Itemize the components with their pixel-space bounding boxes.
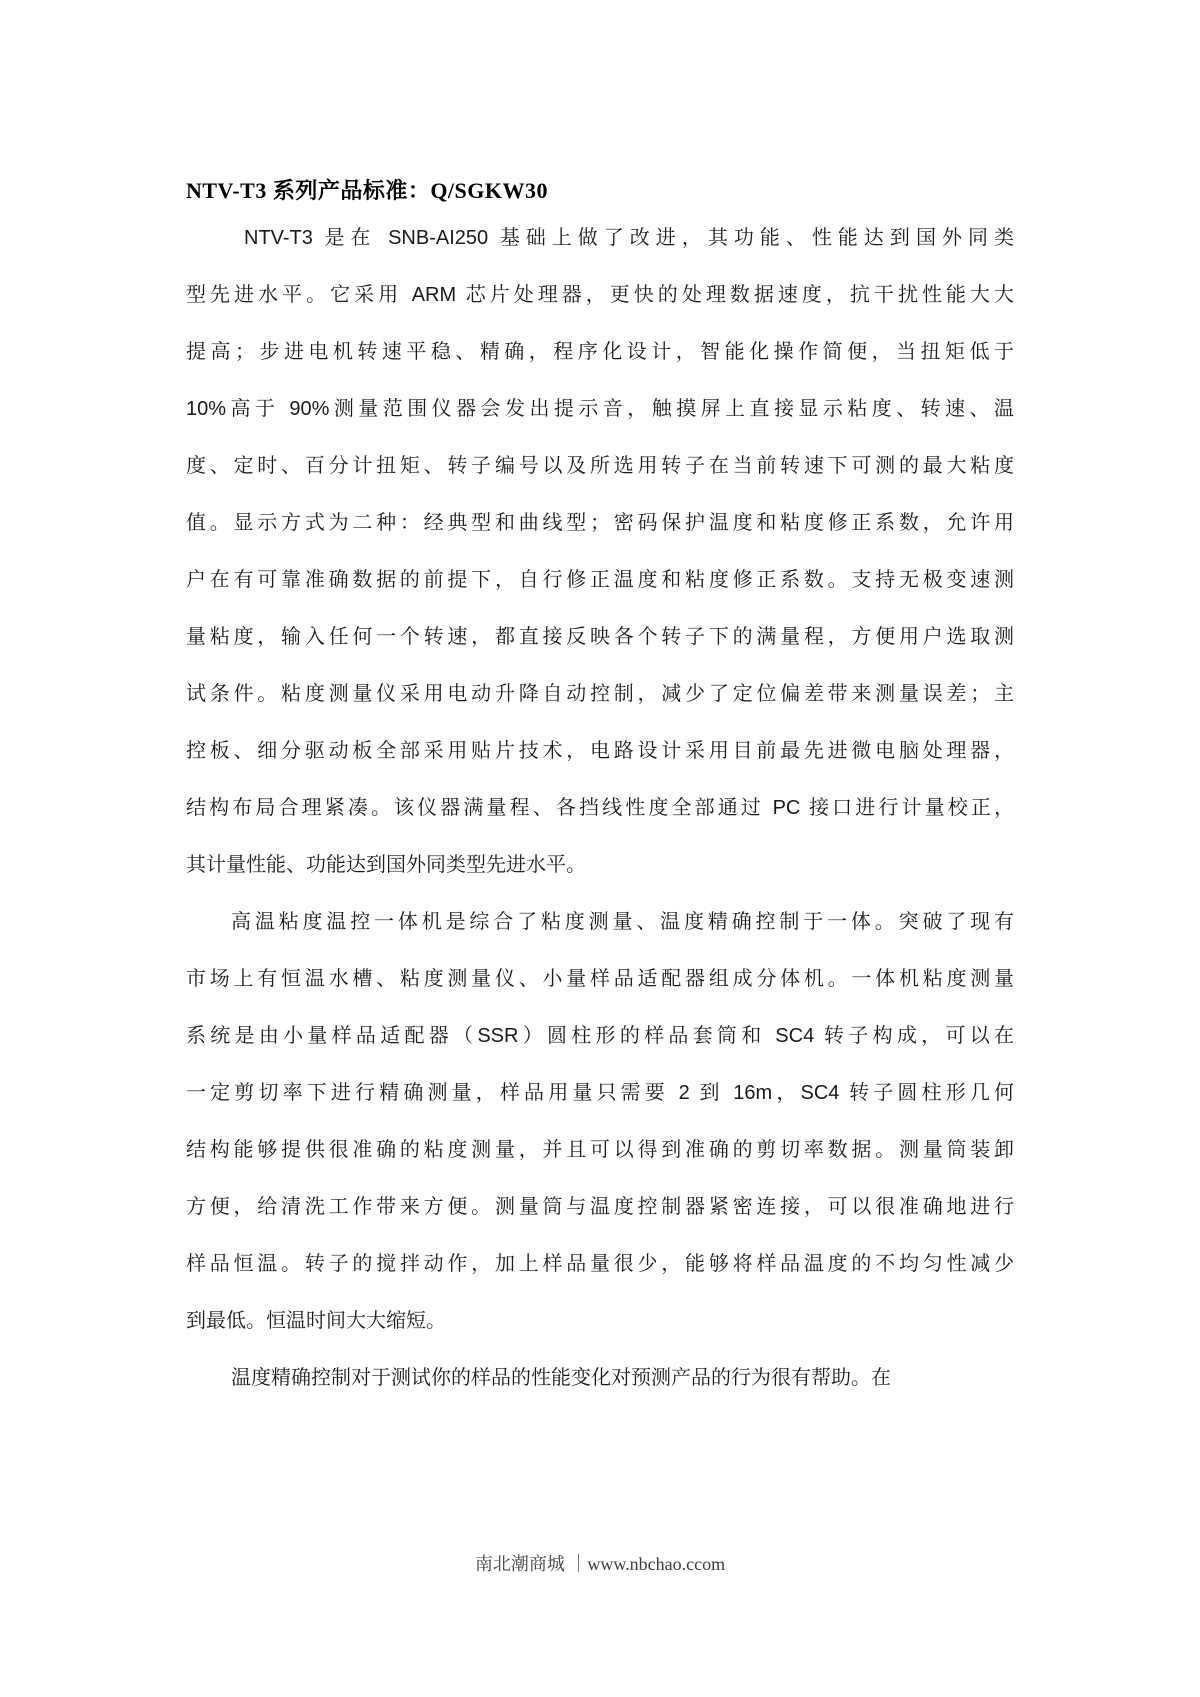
- text-line: 方便，给清洗工作带来方便。测量筒与温度控制器紧密连接，可以很准确地进行: [186, 1196, 1014, 1218]
- text-line: 高温粘度温控一体机是综合了粘度测量、温度精确控制于一体。突破了现有: [231, 911, 1014, 933]
- text-line: 结构布局合理紧凑。该仪器满量程、各挡线性度全部通过 PC 接口进行计量校正，: [186, 797, 1014, 819]
- paragraph: [186, 894, 1014, 1350]
- text-line: 样品恒温。转子的搅拌动作，加上样品量很少，能够将样品温度的不均匀性减少: [186, 1253, 1014, 1275]
- text-line: 一定剪切率下进行精确测量，样品用量只需要 2 到 16m，SC4 转子圆柱形几何: [186, 1082, 1014, 1104]
- footer-site-name: 南北潮商城: [474, 1554, 565, 1574]
- text-line: 试条件。粘度测量仪采用电动升降自动控制，减少了定位偏差带来测量误差；主: [186, 683, 1014, 705]
- document-body: [186, 210, 1014, 1407]
- text-line: 提高；步进电机转速平稳、精确，程序化设计，智能化操作简便，当扭矩低于: [186, 341, 1014, 363]
- text-line: 10%高于 90%测量范围仪器会发出提示音，触摸屏上直接显示粘度、转速、温: [186, 398, 1014, 420]
- text-line: 值。显示方式为二种：经典型和曲线型；密码保护温度和粘度修正系数，允许用: [186, 512, 1014, 534]
- text-line: 控板、细分驱动板全部采用贴片技术，电路设计采用目前最先进微电脑处理器，: [186, 740, 1014, 762]
- text-line: 量粘度，输入任何一个转速，都直接反映各个转子下的满量程，方便用户选取测: [186, 626, 1014, 648]
- page-footer: [0, 1550, 1200, 1578]
- paragraph: [186, 210, 1014, 894]
- text-line: 市场上有恒温水槽、粘度测量仪、小量样品适配器组成分体机。一体机粘度测量: [186, 968, 1014, 990]
- text-line: 型先进水平。它采用 ARM 芯片处理器，更快的处理数据速度，抗干扰性能大大: [186, 284, 1014, 306]
- document-title: NTV-T3 系列产品标准：Q/SGKW30: [186, 178, 549, 203]
- text-line: 其计量性能、功能达到国外同类型先进水平。: [186, 854, 586, 876]
- text-line: 温度精确控制对于测试你的样品的性能变化对预测产品的行为很有帮助。在: [231, 1367, 891, 1389]
- text-line: 户在有可靠准确数据的前提下，自行修正温度和粘度修正系数。支持无极变速测: [186, 569, 1014, 591]
- text-line: 系统是由小量样品适配器（SSR）圆柱形的样品套筒和 SC4 转子构成，可以在: [186, 1025, 1014, 1047]
- text-line: 到最低。恒温时间大大缩短。: [186, 1310, 446, 1332]
- text-line: 结构能够提供很准确的粘度测量，并且可以得到准确的剪切率数据。测量筒装卸: [186, 1139, 1014, 1161]
- text-line: NTV-T3 是在 SNB-AI250 基础上做了改进，其功能、性能达到国外同类: [244, 227, 1014, 249]
- paragraph: [186, 1350, 1014, 1407]
- text-line: 度、定时、百分计扭矩、转子编号以及所选用转子在当前转速下可测的最大粘度: [186, 455, 1014, 477]
- footer-separator: ｜: [564, 1554, 588, 1574]
- footer-site-url: www.nbchao.ccom: [587, 1554, 726, 1574]
